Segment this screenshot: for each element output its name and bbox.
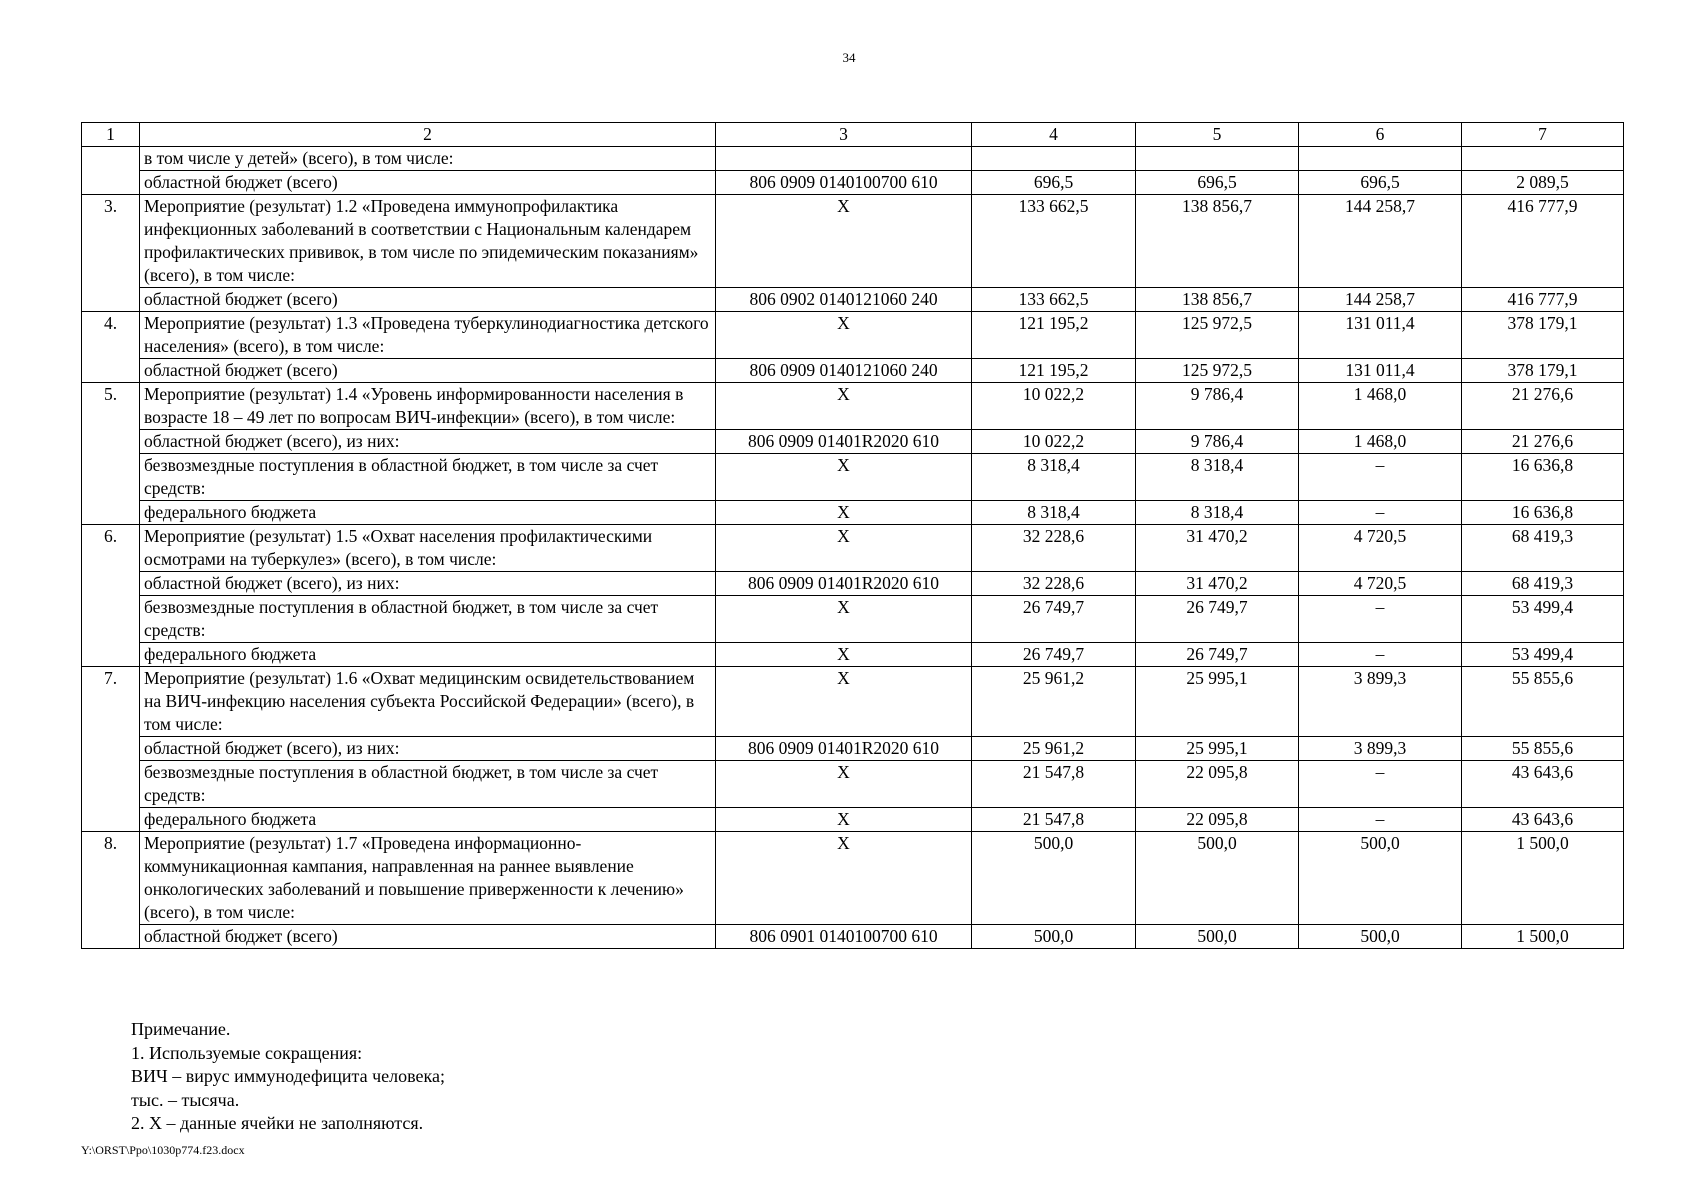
budget-code: X — [716, 312, 972, 359]
value-col-4: 133 662,5 — [972, 288, 1136, 312]
value-col-5: 31 470,2 — [1136, 525, 1299, 572]
value-col-4: 121 195,2 — [972, 359, 1136, 383]
value-col-7 — [1462, 147, 1624, 171]
row-number: 6. — [82, 525, 140, 667]
value-col-7: 416 777,9 — [1462, 288, 1624, 312]
value-col-6: 3 899,3 — [1299, 667, 1462, 737]
value-col-5: 26 749,7 — [1136, 596, 1299, 643]
budget-code: 806 0909 01401R2020 610 — [716, 737, 972, 761]
value-col-6: – — [1299, 808, 1462, 832]
row-description: областной бюджет (всего), из них: — [140, 737, 716, 761]
value-col-5: 138 856,7 — [1136, 195, 1299, 288]
row-number: 7. — [82, 667, 140, 832]
value-col-7: 53 499,4 — [1462, 596, 1624, 643]
value-col-4: 8 318,4 — [972, 454, 1136, 501]
row-description: в том числе у детей» (всего), в том числе: — [140, 147, 716, 171]
column-header: 2 — [140, 123, 716, 147]
value-col-7: 1 500,0 — [1462, 832, 1624, 925]
row-description: безвозмездные поступления в областной бюджет, в том числе за счет средств: — [140, 596, 716, 643]
row-description: Мероприятие (результат) 1.7 «Проведена информационно-коммуникационная кампания, направленная на раннее выявление онкологических заболеваний и повышение приверженности к лечению» (всего), в том числе: — [140, 832, 716, 925]
value-col-5: 22 095,8 — [1136, 761, 1299, 808]
value-col-6 — [1299, 147, 1462, 171]
row-description: Мероприятие (результат) 1.3 «Проведена туберкулинодиагностика детского населения» (всего), в том числе: — [140, 312, 716, 359]
table-row — [82, 359, 1624, 383]
row-description: федерального бюджета — [140, 501, 716, 525]
budget-code: 806 0909 01401R2020 610 — [716, 572, 972, 596]
table-row — [82, 832, 1624, 925]
value-col-5: 31 470,2 — [1136, 572, 1299, 596]
table-row — [82, 761, 1624, 808]
value-col-7: 1 500,0 — [1462, 925, 1624, 949]
table-body — [82, 123, 1624, 949]
budget-code: X — [716, 761, 972, 808]
budget-code: 806 0901 0140100700 610 — [716, 925, 972, 949]
value-col-4: 133 662,5 — [972, 195, 1136, 288]
row-description: областной бюджет (всего) — [140, 359, 716, 383]
value-col-5: 26 749,7 — [1136, 643, 1299, 667]
value-col-7: 68 419,3 — [1462, 572, 1624, 596]
note-line: тыс. – тысяча. — [131, 1089, 240, 1110]
value-col-5: 8 318,4 — [1136, 454, 1299, 501]
value-col-5: 125 972,5 — [1136, 312, 1299, 359]
row-description: Мероприятие (результат) 1.6 «Охват медицинским освидетельствованием на ВИЧ-инфекцию населения субъекта Российской Федерации» (всего), в том числе: — [140, 667, 716, 737]
budget-code: X — [716, 832, 972, 925]
value-col-7: 43 643,6 — [1462, 761, 1624, 808]
table-header-row — [82, 123, 1624, 147]
value-col-7: 43 643,6 — [1462, 808, 1624, 832]
value-col-7: 21 276,6 — [1462, 383, 1624, 430]
row-description: областной бюджет (всего) — [140, 925, 716, 949]
value-col-5: 25 995,1 — [1136, 737, 1299, 761]
value-col-4: 500,0 — [972, 832, 1136, 925]
value-col-6: 500,0 — [1299, 832, 1462, 925]
value-col-7: 2 089,5 — [1462, 171, 1624, 195]
budget-code — [716, 147, 972, 171]
table-row — [82, 171, 1624, 195]
column-header: 5 — [1136, 123, 1299, 147]
table-row — [82, 808, 1624, 832]
value-col-6: 144 258,7 — [1299, 288, 1462, 312]
value-col-6: 3 899,3 — [1299, 737, 1462, 761]
row-description: безвозмездные поступления в областной бюджет, в том числе за счет средств: — [140, 761, 716, 808]
table-row — [82, 925, 1624, 949]
column-header: 6 — [1299, 123, 1462, 147]
table-row — [82, 195, 1624, 288]
budget-code: X — [716, 501, 972, 525]
table-row — [82, 288, 1624, 312]
value-col-6: 1 468,0 — [1299, 430, 1462, 454]
value-col-6: 144 258,7 — [1299, 195, 1462, 288]
value-col-4: 32 228,6 — [972, 572, 1136, 596]
value-col-4: 8 318,4 — [972, 501, 1136, 525]
value-col-6: – — [1299, 643, 1462, 667]
file-path: Y:\ORST\Ppo\1030p774.f23.docx — [81, 1143, 245, 1157]
value-col-5: 138 856,7 — [1136, 288, 1299, 312]
value-col-4: 26 749,7 — [972, 643, 1136, 667]
budget-code: X — [716, 667, 972, 737]
row-description: областной бюджет (всего) — [140, 171, 716, 195]
row-number: 5. — [82, 383, 140, 525]
budget-code: X — [716, 596, 972, 643]
value-col-5: 8 318,4 — [1136, 501, 1299, 525]
value-col-6: – — [1299, 454, 1462, 501]
value-col-7: 16 636,8 — [1462, 501, 1624, 525]
row-number: 4. — [82, 312, 140, 383]
note-line: ВИЧ – вирус иммунодефицита человека; — [131, 1066, 445, 1086]
value-col-4: 10 022,2 — [972, 383, 1136, 430]
note-line: 1. Используемые сокращения: — [131, 1042, 363, 1063]
value-col-6: 131 011,4 — [1299, 359, 1462, 383]
row-description: федерального бюджета — [140, 808, 716, 832]
table-row — [82, 643, 1624, 667]
table-row — [82, 430, 1624, 454]
value-col-6: – — [1299, 501, 1462, 525]
table-row — [82, 501, 1624, 525]
value-col-5: 696,5 — [1136, 171, 1299, 195]
row-description: Мероприятие (результат) 1.2 «Проведена иммунопрофилактика инфекционных заболеваний в соответствии с Национальным календарем профилактических прививок, в том числе по эпидемическим показаниям» (всего), в том числе: — [140, 195, 716, 288]
value-col-6: 4 720,5 — [1299, 525, 1462, 572]
table-row — [82, 147, 1624, 171]
column-header: 4 — [972, 123, 1136, 147]
value-col-7: 16 636,8 — [1462, 454, 1624, 501]
value-col-7: 378 179,1 — [1462, 359, 1624, 383]
row-number: 8. — [82, 832, 140, 949]
value-col-6: – — [1299, 761, 1462, 808]
table-row — [82, 737, 1624, 761]
value-col-5: 500,0 — [1136, 832, 1299, 925]
value-col-6: 1 468,0 — [1299, 383, 1462, 430]
value-col-4: 10 022,2 — [972, 430, 1136, 454]
table-row — [82, 572, 1624, 596]
value-col-5: 125 972,5 — [1136, 359, 1299, 383]
note-line: 2. X – данные ячейки не заполняются. — [131, 1113, 424, 1133]
value-col-5: 25 995,1 — [1136, 667, 1299, 737]
budget-code: X — [716, 808, 972, 832]
budget-code: X — [716, 454, 972, 501]
budget-code: X — [716, 195, 972, 288]
column-header: 3 — [716, 123, 972, 147]
value-col-6: 500,0 — [1299, 925, 1462, 949]
value-col-5: 9 786,4 — [1136, 430, 1299, 454]
table-row — [82, 525, 1624, 572]
value-col-6: 131 011,4 — [1299, 312, 1462, 359]
budget-code: X — [716, 643, 972, 667]
budget-code: 806 0909 01401R2020 610 — [716, 430, 972, 454]
value-col-4: 21 547,8 — [972, 808, 1136, 832]
value-col-4: 25 961,2 — [972, 667, 1136, 737]
value-col-5 — [1136, 147, 1299, 171]
value-col-7: 378 179,1 — [1462, 312, 1624, 359]
table-row — [82, 383, 1624, 430]
row-description: безвозмездные поступления в областной бюджет, в том числе за счет средств: — [140, 454, 716, 501]
value-col-4 — [972, 147, 1136, 171]
value-col-5: 500,0 — [1136, 925, 1299, 949]
value-col-4: 26 749,7 — [972, 596, 1136, 643]
value-col-7: 68 419,3 — [1462, 525, 1624, 572]
budget-code: X — [716, 525, 972, 572]
value-col-6: 4 720,5 — [1299, 572, 1462, 596]
column-header: 7 — [1462, 123, 1624, 147]
budget-code: X — [716, 383, 972, 430]
budget-code: 806 0909 0140121060 240 — [716, 359, 972, 383]
table-row — [82, 596, 1624, 643]
table-row — [82, 454, 1624, 501]
value-col-7: 416 777,9 — [1462, 195, 1624, 288]
value-col-7: 55 855,6 — [1462, 737, 1624, 761]
row-description: федерального бюджета — [140, 643, 716, 667]
value-col-6: 696,5 — [1299, 171, 1462, 195]
row-description: областной бюджет (всего), из них: — [140, 430, 716, 454]
value-col-5: 22 095,8 — [1136, 808, 1299, 832]
table-row — [82, 312, 1624, 359]
value-col-4: 21 547,8 — [972, 761, 1136, 808]
value-col-4: 121 195,2 — [972, 312, 1136, 359]
row-description: Мероприятие (результат) 1.5 «Охват населения профилактическими осмотрами на туберкулез» (всего), в том числе: — [140, 525, 716, 572]
budget-code: 806 0909 0140100700 610 — [716, 171, 972, 195]
budget-code: 806 0902 0140121060 240 — [716, 288, 972, 312]
value-col-4: 696,5 — [972, 171, 1136, 195]
row-description: Мероприятие (результат) 1.4 «Уровень информированности населения в возрасте 18 – 49 лет по вопросам ВИЧ-инфекции» (всего), в том числе: — [140, 383, 716, 430]
value-col-7: 21 276,6 — [1462, 430, 1624, 454]
value-col-4: 25 961,2 — [972, 737, 1136, 761]
page-number: 34 — [842, 50, 856, 65]
row-description: областной бюджет (всего), из них: — [140, 572, 716, 596]
value-col-5: 9 786,4 — [1136, 383, 1299, 430]
value-col-7: 53 499,4 — [1462, 643, 1624, 667]
table-row — [82, 667, 1624, 737]
notes-title: Примечание. — [131, 1019, 231, 1039]
notes-section — [131, 1018, 445, 1136]
row-number: 3. — [82, 195, 140, 312]
value-col-6: – — [1299, 596, 1462, 643]
value-col-4: 32 228,6 — [972, 525, 1136, 572]
value-col-7: 55 855,6 — [1462, 667, 1624, 737]
column-header: 1 — [82, 123, 140, 147]
budget-table — [81, 122, 1624, 949]
row-description: областной бюджет (всего) — [140, 288, 716, 312]
value-col-4: 500,0 — [972, 925, 1136, 949]
row-number — [82, 147, 140, 195]
